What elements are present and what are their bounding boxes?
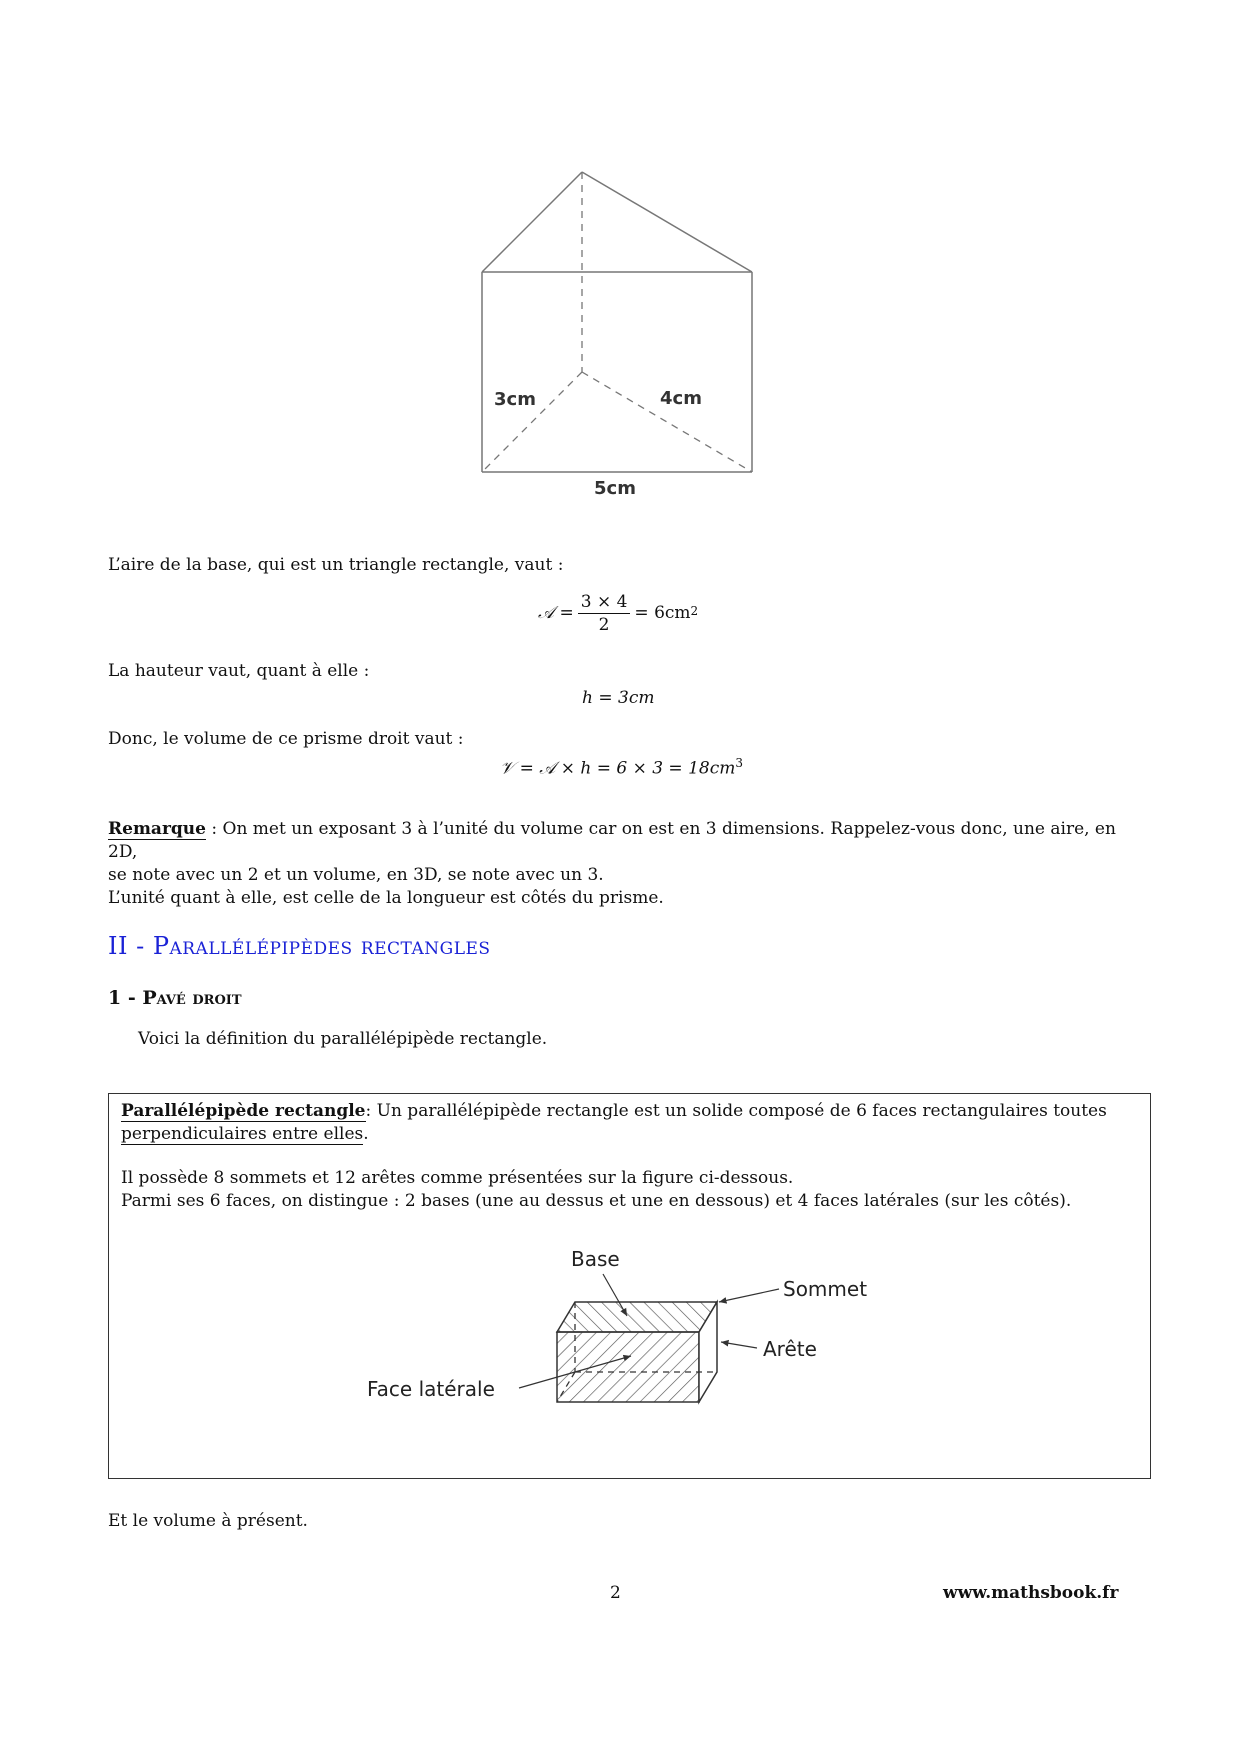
formula-area-exp: 2 (690, 604, 699, 618)
definition-line3: Il possède 8 sommets et 12 arêtes comme présentées sur la figure ci-dessous. (121, 1168, 794, 1188)
formula-height: h = 3cm (582, 688, 655, 708)
remark-line3: L’unité quant à elle, est celle de la longueur est côtés du prisme. (108, 888, 664, 908)
formula-area-den: 2 (598, 614, 610, 635)
closing-text: Et le volume à présent. (108, 1511, 308, 1531)
label-face-laterale: Face latérale (367, 1377, 495, 1401)
remark (108, 818, 1138, 910)
definition-line4: Parmi ses 6 faces, on distingue : 2 bases (une au dessus et une en dessous) et 4 faces latérales (sur les côtés). (121, 1191, 1072, 1211)
footer-site: www.mathsbook.fr (943, 1583, 1119, 1603)
definition-term: Parallélépipède rectangle (121, 1101, 366, 1121)
prism-label-3cm: 3cm (494, 389, 536, 410)
formula-area-lhs: 𝒜 = (538, 603, 574, 623)
formula-volume-exp: 3 (735, 756, 743, 770)
formula-volume-body: 𝒱 = 𝒜 × h = 6 × 3 = 18cm (500, 758, 736, 779)
base-area-intro: L’aire de la base, qui est un triangle rectangle, vaut : (108, 555, 564, 575)
formula-area (538, 590, 698, 636)
page-number: 2 (610, 1583, 621, 1603)
formula-area-num: 3 × 4 (578, 591, 631, 614)
prism-label-5cm: 5cm (594, 478, 636, 499)
prism-label-4cm: 4cm (660, 388, 702, 409)
formula-area-rhs: = 6cm (634, 603, 691, 623)
definition-box (108, 1093, 1151, 1479)
remark-line2: se note avec un 2 et un volume, en 3D, se note avec un 3. (108, 865, 604, 885)
cuboid-figure (359, 1244, 999, 1474)
volume-intro: Donc, le volume de ce prisme droit vaut : (108, 729, 464, 749)
remark-label: Remarque (108, 819, 206, 839)
subsection-title: 1 - Pavé droit (108, 987, 242, 1009)
definition-line1: : Un parallélépipède rectangle est un solide composé de 6 faces rectangulaires toutes (365, 1101, 1107, 1121)
section-intro: Voici la définition du parallélépipède rectangle. (138, 1029, 548, 1049)
label-arete: Arête (763, 1337, 817, 1361)
definition-line2: perpendiculaires entre elles (121, 1124, 364, 1144)
remark-line1: : On met un exposant 3 à l’unité du volume car on est en 3 dimensions. Rappelez-vous donc, une aire, en 2D, (108, 819, 1116, 862)
prism-figure (470, 160, 790, 500)
label-base: Base (571, 1247, 620, 1271)
label-sommet: Sommet (783, 1277, 868, 1301)
height-intro: La hauteur vaut, quant à elle : (108, 661, 370, 681)
definition-line2-end: . (363, 1124, 369, 1144)
section-title: II - Parallélépipèdes rectangles (108, 932, 491, 960)
formula-volume (500, 756, 743, 779)
